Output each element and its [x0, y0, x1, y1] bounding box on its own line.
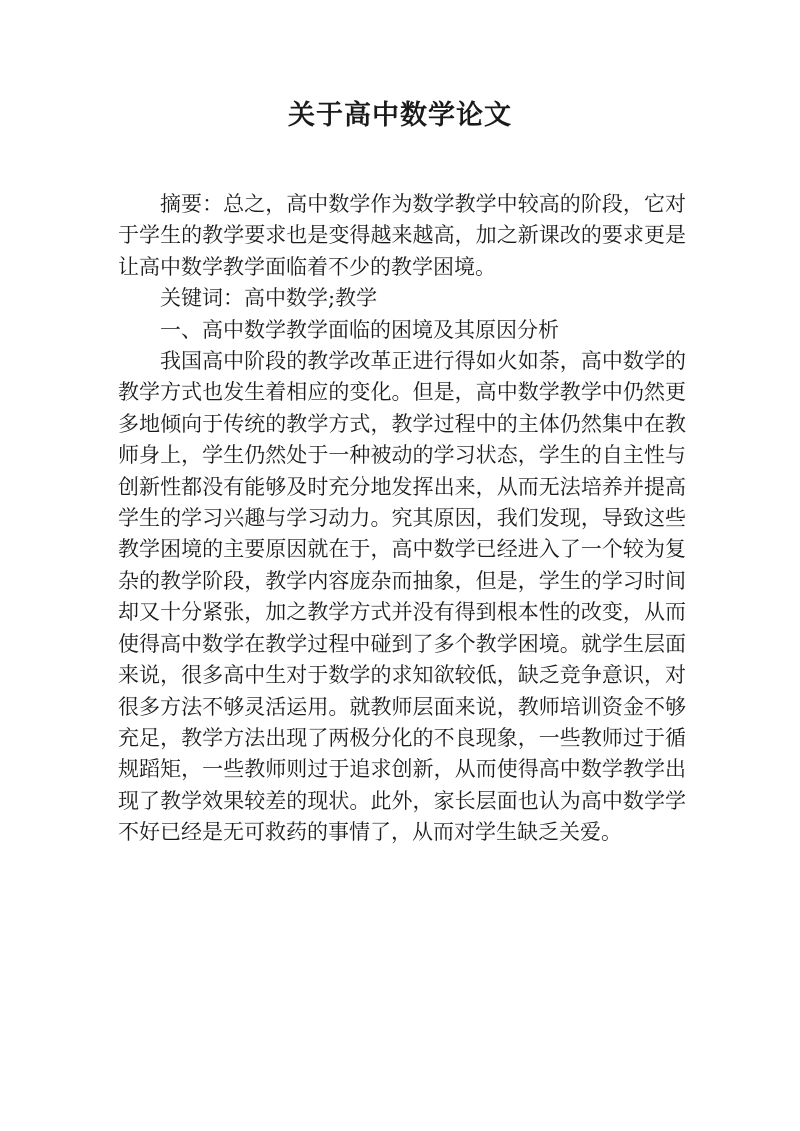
document-title: 关于高中数学论文: [288, 100, 512, 131]
keywords-line: 关键词：高中数学;教学: [160, 286, 378, 311]
document-body: [118, 189, 686, 849]
section-heading: 一、高中数学教学面临的困境及其原因分析: [160, 317, 559, 342]
body-paragraph: 我国高中阶段的教学改革正进行得如火如荼，高中数学的教学方式也发生着相应的变化。但是，高中数学教学中仍然更多地倾向于传统的教学方式，教学过程中的主体仍然集中在教师身上，学生仍然处于一种被动的学习状态，学生的自主性与创新性都没有能够及时充分地发挥出来，从而无法培养并提高学生的学习兴趣与学习动力。究其原因，我们发现，导致这些教学困境的主要原因就在于，高中数学已经进入了一个较为复杂的教学阶段，教学内容庞杂而抽象，但是，学生的学习时间却又十分紧张，加之教学方式并没有得到根本性的改变，从而使得高中数学在教学过程中碰到了多个教学困境。就学生层面来说，很多高中生对于数学的求知欲较低，缺乏竞争意识，对很多方法不够灵活运用。就教师层面来说，教师培训资金不够充足，教学方法出现了两极分化的不良现象，一些教师过于循规蹈矩，一些教师则过于追求创新，从而使得高中数学教学出现了教学效果较差的现状。此外，家长层面也认为高中数学学不好已经是无可救药的事情了，从而对学生缺乏关爱。: [118, 349, 686, 845]
abstract-paragraph: 摘要：总之，高中数学作为数学教学中较高的阶段，它对于学生的教学要求也是变得越来越高，加之新课改的要求更是让高中数学教学面临着不少的教学困境。: [118, 192, 686, 279]
